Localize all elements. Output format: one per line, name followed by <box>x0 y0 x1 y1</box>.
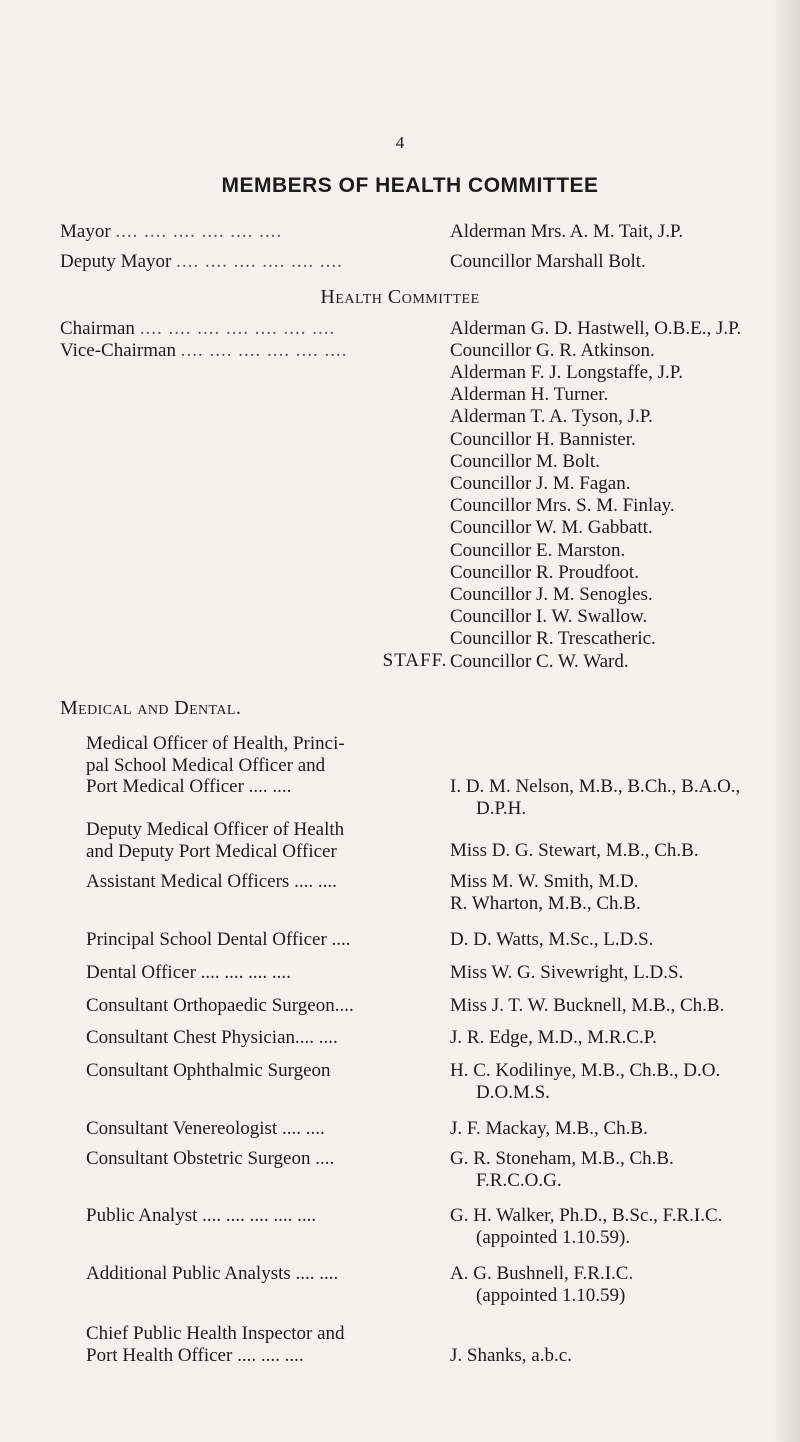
officer-role: Mayor .... .... .... .... .... .... <box>60 221 283 242</box>
list-item: Councillor Mrs. S. M. Finlay. <box>450 495 675 517</box>
staff-title: Medical Officer of Health, Princi- pal School Medical Officer and Port Medical Officer .... .... <box>86 733 345 797</box>
chair-role: Vice-Chairman .... .... .... .... .... .... <box>60 340 348 361</box>
chair-role: Chairman .... .... .... .... .... .... .... <box>60 318 336 339</box>
list-item: Councillor J. M. Fagan. <box>450 473 631 495</box>
list-item: Councillor E. Marston. <box>450 539 626 561</box>
list-item: Alderman H. Turner. <box>450 384 609 406</box>
list-item: Councillor R. Proudfoot. <box>450 561 639 583</box>
chair-holder: Councillor G. R. Atkinson. <box>450 340 655 361</box>
staff-title: Consultant Chest Physician.... .... <box>86 1027 338 1048</box>
staff-heading: STAFF. <box>382 650 448 671</box>
staff-title: Consultant Ophthalmic Surgeon <box>86 1060 331 1081</box>
staff-name: J. R. Edge, M.D., M.R.C.P. <box>450 1027 657 1048</box>
staff-title: Dental Officer .... .... .... .... <box>86 962 291 983</box>
staff-title: Consultant Venereologist .... .... <box>86 1118 325 1139</box>
page-title: MEMBERS OF HEALTH COMMITTEE <box>221 174 599 197</box>
list-item: Alderman T. A. Tyson, J.P. <box>450 406 653 428</box>
list-item: Alderman F. J. Longstaffe, J.P. <box>450 362 683 383</box>
list-item: Councillor C. W. Ward. <box>450 650 629 672</box>
staff-title: Public Analyst .... .... .... .... .... <box>86 1205 317 1226</box>
staff-name: J. Shanks, a.b.c. <box>450 1345 572 1366</box>
list-item: Councillor R. Trescatheric. <box>450 628 656 650</box>
staff-title: Additional Public Analysts .... .... <box>86 1263 339 1284</box>
committee-member-list <box>450 362 683 673</box>
staff-name: Miss W. G. Sivewright, L.D.S. <box>450 962 684 983</box>
page-number: 4 <box>395 133 405 152</box>
list-item: Councillor W. M. Gabbatt. <box>450 517 653 539</box>
list-item: Councillor J. M. Senogles. <box>450 584 653 606</box>
staff-name: H. C. Kodilinye, M.B., Ch.B., D.O. D.O.M.S. <box>450 1060 721 1103</box>
committee-heading: Health Committee <box>320 286 480 308</box>
list-item: Councillor M. Bolt. <box>450 450 600 472</box>
staff-name: G. H. Walker, Ph.D., B.Sc., F.R.I.C. (appointed 1.10.59). <box>450 1205 723 1248</box>
staff-name: D. D. Watts, M.Sc., L.D.S. <box>450 929 654 950</box>
staff-name: Miss J. T. W. Bucknell, M.B., Ch.B. <box>450 995 725 1016</box>
list-item: Councillor I. W. Swallow. <box>450 606 648 628</box>
staff-title: Chief Public Health Inspector and Port Health Officer .... .... .... <box>86 1323 345 1366</box>
staff-name: Miss D. G. Stewart, M.B., Ch.B. <box>450 840 699 861</box>
staff-name: G. R. Stoneham, M.B., Ch.B. F.R.C.O.G. <box>450 1148 674 1191</box>
staff-title: Consultant Orthopaedic Surgeon.... <box>86 995 354 1016</box>
officer-holder: Councillor Marshall Bolt. <box>450 251 646 272</box>
list-item: Councillor H. Bannister. <box>450 428 636 450</box>
officer-holder: Alderman Mrs. A. M. Tait, J.P. <box>450 221 684 242</box>
chair-holder: Alderman G. D. Hastwell, O.B.E., J.P. <box>450 318 742 339</box>
section-heading: Medical and Dental. <box>60 697 242 719</box>
staff-title: Principal School Dental Officer .... <box>86 929 351 950</box>
staff-name: Miss M. W. Smith, M.D. R. Wharton, M.B., Ch.B. <box>450 871 641 914</box>
staff-title: Consultant Obstetric Surgeon .... <box>86 1148 335 1169</box>
officer-role: Deputy Mayor .... .... .... .... .... .... <box>60 251 343 272</box>
staff-name: I. D. M. Nelson, M.B., B.Ch., B.A.O., D.P.H. <box>450 776 741 819</box>
staff-name: J. F. Mackay, M.B., Ch.B. <box>450 1118 648 1139</box>
staff-title: Assistant Medical Officers .... .... <box>86 871 337 892</box>
staff-name: A. G. Bushnell, F.R.I.C. (appointed 1.10.59) <box>450 1263 634 1306</box>
staff-title: Deputy Medical Officer of Health and Deputy Port Medical Officer <box>86 819 345 862</box>
